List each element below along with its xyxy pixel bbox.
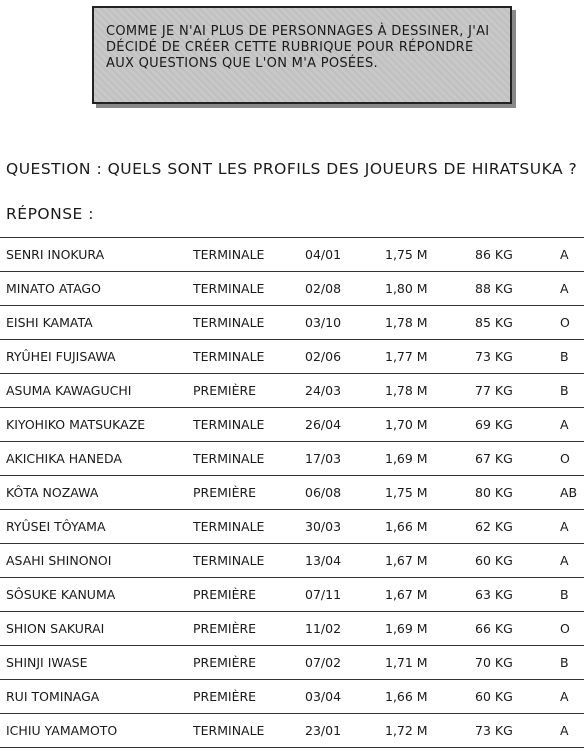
player-class: TERMINALE [193,272,305,306]
table-row [0,306,584,340]
question-heading: QUESTION : QUELS SONT LES PROFILS DES JOUEURS DE HIRATSUKA ? [6,160,578,178]
player-class: TERMINALE [193,408,305,442]
player-weight: 73 KG [475,714,560,748]
player-birthday: 04/01 [305,238,385,272]
player-weight: 62 KG [475,510,560,544]
player-height: 1,69 M [385,442,475,476]
player-name: KIYOHIKO MATSUKAZE [0,408,193,442]
player-weight: 69 KG [475,408,560,442]
players-table-body [0,238,584,748]
player-weight: 80 KG [475,476,560,510]
table-row [0,340,584,374]
player-blood-type: A [560,544,584,578]
player-birthday: 30/03 [305,510,385,544]
player-weight: 73 KG [475,340,560,374]
player-height: 1,72 M [385,714,475,748]
player-birthday: 07/11 [305,578,385,612]
player-birthday: 11/02 [305,612,385,646]
player-class: TERMINALE [193,544,305,578]
player-height: 1,71 M [385,646,475,680]
player-name: ASUMA KAWAGUCHI [0,374,193,408]
player-name: SÔSUKE KANUMA [0,578,193,612]
player-weight: 77 KG [475,374,560,408]
player-blood-type: A [560,408,584,442]
player-birthday: 02/06 [305,340,385,374]
player-blood-type: O [560,612,584,646]
player-name: EISHI KAMATA [0,306,193,340]
player-height: 1,78 M [385,306,475,340]
player-name: SHION SAKURAI [0,612,193,646]
table-row [0,714,584,748]
player-birthday: 03/04 [305,680,385,714]
player-weight: 66 KG [475,612,560,646]
table-row [0,646,584,680]
player-blood-type: O [560,306,584,340]
player-class: PREMIÈRE [193,612,305,646]
player-birthday: 07/02 [305,646,385,680]
player-weight: 60 KG [475,544,560,578]
player-class: TERMINALE [193,340,305,374]
player-height: 1,80 M [385,272,475,306]
player-class: TERMINALE [193,238,305,272]
player-name: SHINJI IWASE [0,646,193,680]
player-class: PREMIÈRE [193,578,305,612]
player-birthday: 13/04 [305,544,385,578]
player-birthday: 26/04 [305,408,385,442]
table-row [0,238,584,272]
player-name: MINATO ATAGO [0,272,193,306]
player-blood-type: A [560,680,584,714]
table-row [0,408,584,442]
player-blood-type: A [560,272,584,306]
player-height: 1,67 M [385,544,475,578]
players-table [0,237,584,748]
note-text: COMME JE N'AI PLUS DE PERSONNAGES À DESSINER, J'AI DÉCIDÉ DE CRÉER CETTE RUBRIQUE POUR RÉPONDRE AUX QUESTIONS QUE L'ON M'A POSÉES. [106,24,490,71]
table-row [0,510,584,544]
table-row [0,442,584,476]
player-blood-type: A [560,238,584,272]
player-weight: 67 KG [475,442,560,476]
player-birthday: 06/08 [305,476,385,510]
table-row [0,544,584,578]
table-row [0,374,584,408]
note-box [92,6,512,104]
player-blood-type: A [560,714,584,748]
player-height: 1,69 M [385,612,475,646]
player-blood-type: B [560,374,584,408]
answer-label: RÉPONSE : [6,205,94,223]
player-name: AKICHIKA HANEDA [0,442,193,476]
player-birthday: 17/03 [305,442,385,476]
player-birthday: 23/01 [305,714,385,748]
table-row [0,680,584,714]
player-weight: 85 KG [475,306,560,340]
player-height: 1,77 M [385,340,475,374]
player-class: TERMINALE [193,442,305,476]
player-height: 1,67 M [385,578,475,612]
player-birthday: 02/08 [305,272,385,306]
player-weight: 86 KG [475,238,560,272]
player-name: RUI TOMINAGA [0,680,193,714]
player-class: TERMINALE [193,714,305,748]
player-height: 1,70 M [385,408,475,442]
player-blood-type: B [560,340,584,374]
player-weight: 70 KG [475,646,560,680]
player-height: 1,66 M [385,680,475,714]
player-birthday: 24/03 [305,374,385,408]
player-class: PREMIÈRE [193,646,305,680]
player-name: SENRI INOKURA [0,238,193,272]
player-blood-type: O [560,442,584,476]
table-row [0,578,584,612]
player-birthday: 03/10 [305,306,385,340]
player-blood-type: B [560,646,584,680]
player-name: RYÛHEI FUJISAWA [0,340,193,374]
player-blood-type: A [560,510,584,544]
player-name: RYÛSEI TÔYAMA [0,510,193,544]
player-class: PREMIÈRE [193,374,305,408]
player-class: PREMIÈRE [193,476,305,510]
player-blood-type: AB [560,476,584,510]
player-height: 1,75 M [385,476,475,510]
table-row [0,476,584,510]
player-height: 1,78 M [385,374,475,408]
player-height: 1,75 M [385,238,475,272]
player-name: KÔTA NOZAWA [0,476,193,510]
player-weight: 88 KG [475,272,560,306]
player-blood-type: B [560,578,584,612]
player-class: TERMINALE [193,510,305,544]
table-row [0,612,584,646]
player-weight: 63 KG [475,578,560,612]
player-name: ICHIU YAMAMOTO [0,714,193,748]
player-name: ASAHI SHINONOI [0,544,193,578]
player-class: PREMIÈRE [193,680,305,714]
table-row [0,272,584,306]
player-height: 1,66 M [385,510,475,544]
player-class: TERMINALE [193,306,305,340]
player-weight: 60 KG [475,680,560,714]
